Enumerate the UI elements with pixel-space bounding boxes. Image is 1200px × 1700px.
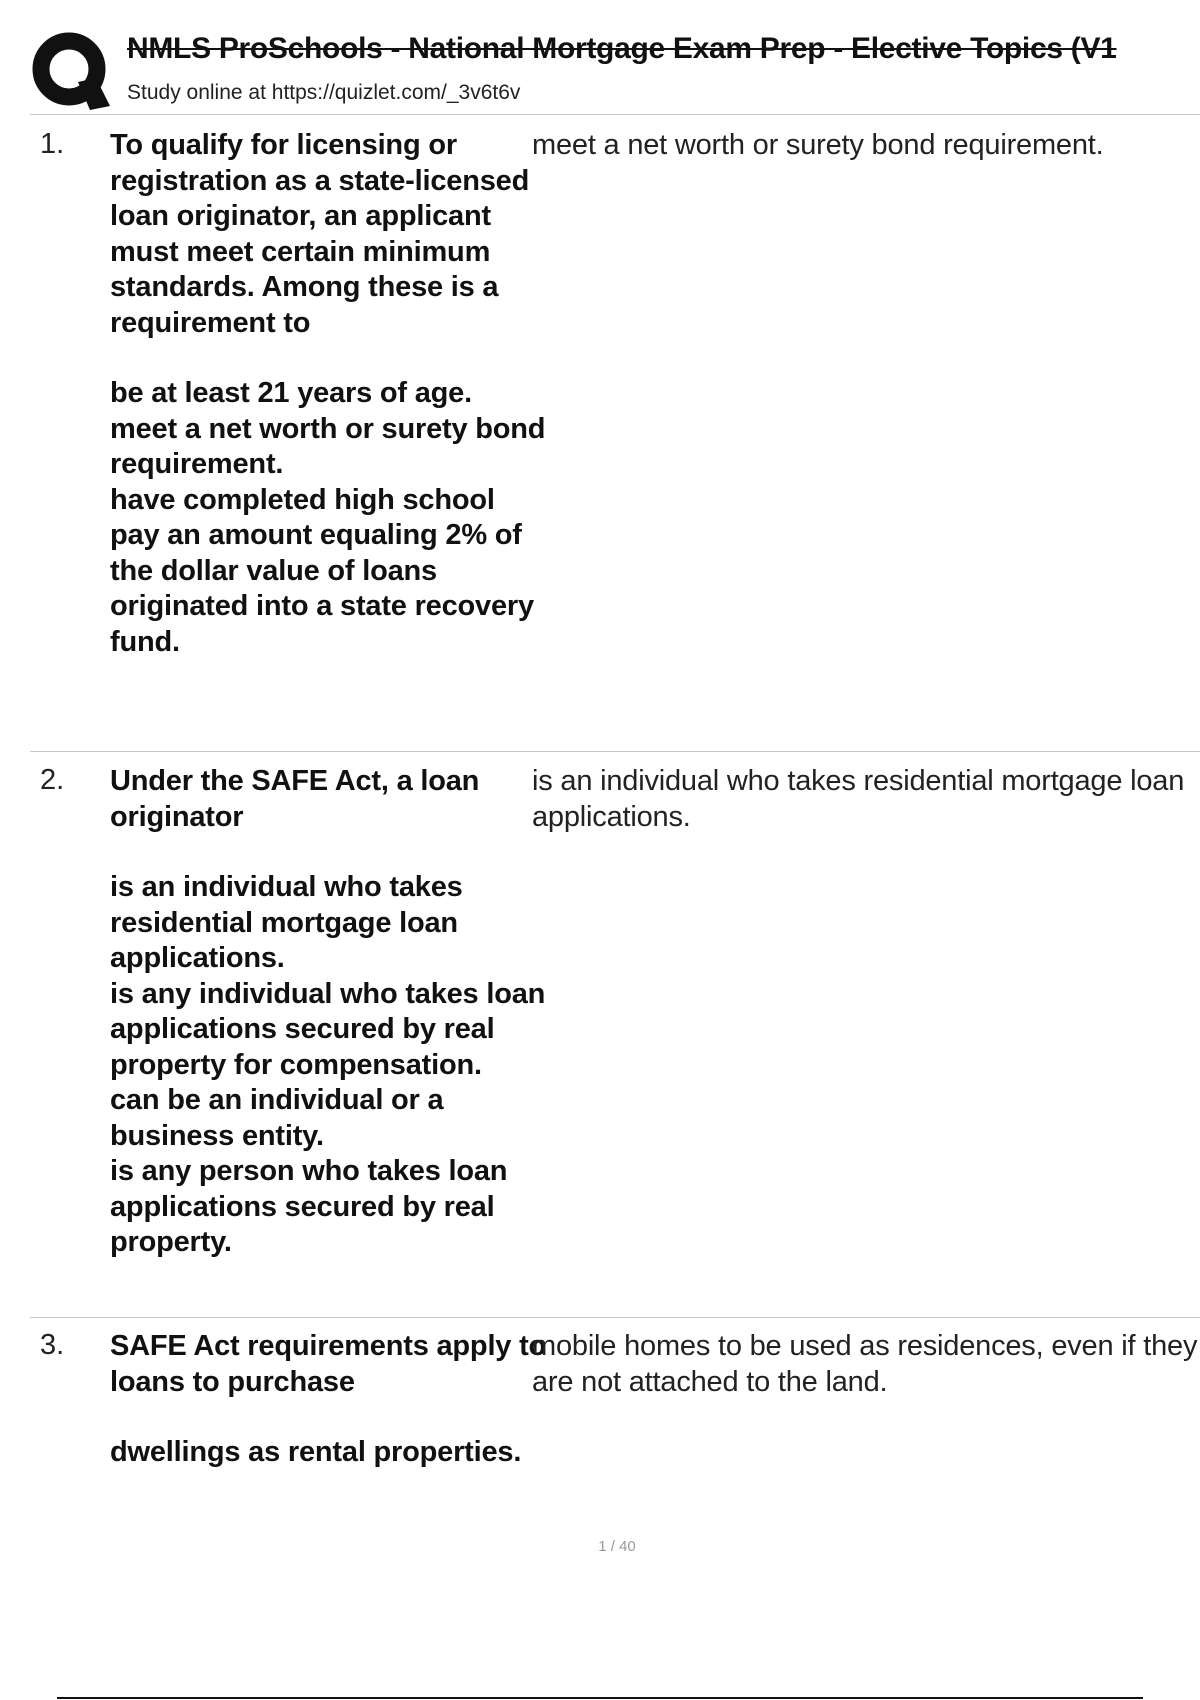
card-term bbox=[110, 128, 560, 660]
page-indicator: 1 / 40 bbox=[598, 1538, 636, 1555]
card-option: meet a net worth or surety bond requirement. bbox=[110, 412, 546, 480]
card-question: To qualify for licensing or registration as a state-licensed loan originator, an applicant must meet certain minimum standards. Among these is a requirement to bbox=[110, 129, 530, 339]
card-answer: mobile homes to be used as residences, even if they are not attached to the land. bbox=[532, 1330, 1198, 1398]
card-option: be at least 21 years of age. bbox=[110, 377, 472, 409]
card-option: is an individual who takes residential mortgage loan applications. bbox=[110, 871, 463, 974]
card-answer: is an individual who takes residential mortgage loan applications. bbox=[532, 765, 1185, 833]
row-divider bbox=[30, 751, 1200, 752]
card-number: 2. bbox=[40, 764, 65, 796]
footer-rule bbox=[57, 1697, 1143, 1699]
card-option: dwellings as rental properties. bbox=[110, 1436, 522, 1468]
card-option: is any individual who takes loan applications secured by real property for compensation. bbox=[110, 977, 546, 1081]
card-term bbox=[110, 764, 560, 1261]
card-term bbox=[110, 1329, 560, 1471]
header-divider bbox=[30, 114, 1200, 115]
quizlet-logo-icon bbox=[32, 32, 110, 112]
card-option: can be an individual or a business entity. bbox=[110, 1084, 444, 1152]
document-title: NMLS ProSchools - National Mortgage Exam Prep - Elective Topics (V1 bbox=[127, 32, 1117, 65]
card-number: 3. bbox=[40, 1329, 65, 1361]
document-header bbox=[0, 0, 1200, 120]
card-option: is any person who takes loan applications secured by real property. bbox=[110, 1155, 508, 1258]
card-option: pay an amount equaling 2% of the dollar value of loans originated into a state recovery fund. bbox=[110, 519, 534, 658]
row-divider bbox=[30, 1317, 1200, 1318]
card-question: Under the SAFE Act, a loan originator bbox=[110, 765, 480, 833]
card-answer: meet a net worth or surety bond requirement. bbox=[532, 129, 1104, 161]
card-question: SAFE Act requirements apply to loans to purchase bbox=[110, 1330, 547, 1398]
card-number: 1. bbox=[40, 128, 65, 160]
card-option: have completed high school bbox=[110, 483, 495, 516]
study-link[interactable]: Study online at https://quizlet.com/_3v6t6v bbox=[127, 81, 521, 104]
